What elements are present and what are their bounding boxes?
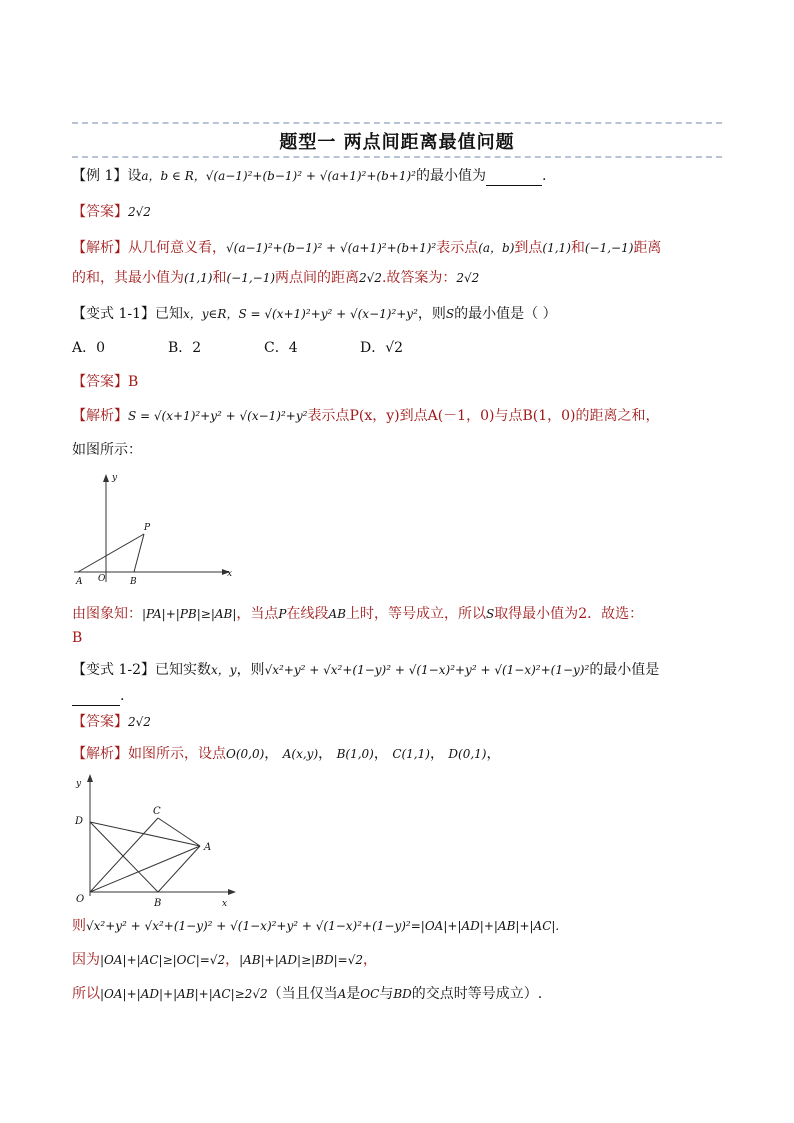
example-text: 设	[127, 168, 142, 184]
point-b: B(1,0)	[336, 747, 374, 761]
solution-expression: S = √(x+1)²+y² + √(x−1)²+y²	[128, 409, 308, 423]
variable-s: S	[485, 607, 495, 621]
solution-expression: √(a−1)²+(b−1)² + √(a+1)²+(b+1)²	[226, 241, 437, 255]
solution-1-2-line-3	[72, 950, 732, 970]
solution-text: .故答案为：	[381, 270, 457, 286]
solution-1-1-line-3	[72, 604, 732, 624]
variant-vars: x，y	[211, 663, 237, 677]
segment-ba	[158, 846, 200, 892]
answer-1-2	[72, 712, 732, 732]
label-c: C	[153, 806, 161, 817]
point-1-1: (1,1)	[542, 241, 571, 255]
label-a: A	[204, 842, 212, 853]
variant-label: 【变式 1-2】	[72, 662, 155, 678]
solution-1-line-2	[72, 268, 732, 288]
segment-pa	[78, 534, 144, 572]
solution-text: 两点间的距离	[275, 270, 360, 286]
condition-text: 的交点时等号成立）.	[411, 986, 543, 1002]
x-label: x	[227, 569, 233, 579]
y-axis-arrow	[87, 774, 93, 782]
y-axis-arrow	[103, 474, 109, 482]
condition-text: 与	[379, 986, 394, 1002]
condition-text: （当且仅当	[267, 986, 338, 1002]
x-axis-arrow	[228, 889, 236, 895]
variant-expression: √x²+y² + √x²+(1−y)² + √(1−x)²+y² + √(1−x)²+(1−y)²	[264, 663, 590, 677]
segment-ab: AB	[328, 607, 346, 621]
answer-label: 【答案】	[72, 374, 128, 390]
variant-text: 已知实数	[155, 662, 211, 678]
title-divider	[72, 156, 722, 158]
example-1	[72, 166, 732, 186]
solution-1-2-line-1: 【解析】如图所示，设点O(0,0)， A(x,y)， B(1,0)， C(1,1)， D(0,1)，	[72, 746, 501, 762]
variant-text: ，则	[417, 306, 446, 322]
solution-1-line-1	[72, 238, 732, 258]
solution-text: 所以	[72, 986, 100, 1002]
variant-text: 的最小值是（ ）	[454, 306, 557, 322]
solution-text: 则	[72, 918, 86, 934]
solution-1-2-line-2	[72, 916, 732, 936]
option-d: D．√2	[360, 340, 404, 356]
solution-text: 从几何意义看，	[128, 240, 226, 256]
solution-expression: √x²+y² + √x²+(1−y)² + √(1−x)²+y² + √(1−x)²+(1−y)²	[86, 919, 411, 933]
top-divider	[72, 122, 722, 124]
point-o: O(0,0)	[226, 747, 265, 761]
variant-label: 【变式 1-1】	[72, 306, 155, 322]
answer-blank	[72, 691, 120, 706]
point-p: P(x，y)	[349, 408, 400, 424]
point-d: D(0,1)	[448, 747, 487, 761]
point-1-1: (1,1)	[184, 271, 213, 285]
solution-text: 和	[212, 270, 227, 286]
condition-text: 是	[346, 986, 361, 1002]
solution-text: 表示点	[436, 240, 479, 256]
figure-2	[70, 772, 240, 908]
final-inequality: |OA|+|AD|+|AB|+|AC|≥2√2	[100, 987, 268, 1001]
example-end: .	[541, 168, 547, 184]
solution-text: 的距离之和，	[575, 408, 660, 424]
solution-1-1-line-4: B	[72, 630, 83, 646]
point-a: A	[337, 987, 347, 1001]
point-b: B(1，0)	[522, 408, 576, 424]
variant-vars: x，y∈R，	[183, 307, 239, 321]
solution-text: 取得最小值为	[494, 606, 579, 622]
inequality: |PA|+|PB|≥|AB|	[142, 607, 237, 621]
variant-text: ，则	[236, 662, 265, 678]
solution-label: 【解析】	[72, 408, 128, 424]
variant-1-2	[72, 660, 732, 680]
example-label: 【例 1】	[72, 168, 128, 184]
solution-text: 和	[570, 240, 585, 256]
answer-label: 【答案】	[72, 204, 128, 220]
label-p: P	[144, 523, 151, 533]
segment-oc: OC	[360, 987, 380, 1001]
point-neg1-neg1: (−1,−1)	[226, 271, 276, 285]
point-p: P	[278, 607, 287, 621]
solution-text: ，当点	[236, 606, 279, 622]
solution-text: 在线段	[286, 606, 329, 622]
solution-text: 到点	[399, 408, 428, 424]
y-label: y	[112, 473, 118, 483]
option-c: C．4	[264, 340, 298, 356]
options-row	[72, 338, 732, 358]
distance-value: 2√2	[359, 271, 382, 285]
solution-1-1-line-1	[72, 406, 732, 426]
label-d: D	[75, 816, 84, 827]
solution-text: 的和，其最小值为	[72, 270, 184, 286]
y-label: y	[76, 779, 82, 789]
distance-sum: =|OA|+|AD|+|AB|+|AC|.	[410, 919, 560, 933]
option-a: A．0	[72, 340, 106, 356]
variant-expression: S = √(x+1)²+y² + √(x−1)²+y²	[238, 307, 418, 321]
label-o: O	[98, 574, 106, 584]
solution-1-2-line-4	[72, 984, 732, 1004]
solution-text: 表示点	[307, 408, 350, 424]
solution-text: ，	[363, 952, 377, 968]
answer-1-1	[72, 372, 732, 392]
segment-da	[90, 822, 200, 846]
solution-label: 【解析】	[72, 240, 128, 256]
example-text-2: 的最小值为	[415, 168, 486, 184]
solution-text: 因为	[72, 952, 100, 968]
variant-text: 已知	[155, 306, 183, 322]
variant-end: .	[120, 688, 125, 704]
answer-value: B	[128, 374, 139, 390]
point-neg1-neg1: (−1,−1)	[584, 241, 634, 255]
point-a: A(x,y)	[282, 747, 319, 761]
answer-value: 2√2	[128, 205, 151, 219]
variant-1-1	[72, 304, 732, 324]
answer-label: 【答案】	[72, 714, 128, 730]
point-a: A(－1，0)	[427, 408, 495, 424]
figure-1	[70, 470, 240, 590]
label-o: O	[76, 894, 85, 905]
solution-text: 到点	[514, 240, 543, 256]
x-label: x	[222, 899, 228, 908]
answer-blank	[486, 171, 542, 186]
solution-text: 上时，等号成立，所以	[345, 606, 486, 622]
solution-text: ，	[225, 952, 240, 968]
answer-1	[72, 202, 732, 222]
solution-label: 【解析】	[72, 746, 128, 762]
answer-value: 2√2	[128, 715, 151, 729]
variant-1-2-blank	[72, 686, 732, 706]
solution-text: 由图象知：	[72, 606, 142, 622]
solution-text: 距离	[633, 240, 662, 256]
solution-text: 如图所示，设点	[128, 746, 226, 762]
inequality-1: |OA|+|AC|≥|OC|=√2	[100, 953, 226, 967]
solution-1-1-line-2: 如图所示：	[72, 442, 142, 458]
inequality-2: |AB|+|AD|≥|BD|=√2	[239, 953, 363, 967]
label-b: B	[154, 898, 162, 908]
variant-text: 的最小值是	[589, 662, 660, 678]
option-b: B．2	[168, 340, 202, 356]
segment-oa	[90, 846, 200, 892]
variable-s: S	[445, 307, 455, 321]
example-expression: √(a−1)²+(b−1)² + √(a+1)²+(b+1)²	[205, 169, 416, 183]
point-c: C(1,1)	[392, 747, 430, 761]
label-a: A	[76, 577, 83, 587]
label-b: B	[130, 577, 137, 587]
segment-pb	[134, 534, 144, 572]
example-vars: a，b ∈ R，	[141, 169, 206, 183]
final-answer: 2√2	[456, 271, 480, 285]
point-ab: (a，b)	[478, 241, 515, 255]
solution-text: ．故选：	[587, 606, 644, 622]
min-value: 2	[578, 606, 588, 622]
page-title: 题型一 两点间距离最值问题	[279, 132, 515, 153]
segment-bd: BD	[393, 987, 412, 1001]
solution-text: 与点	[494, 408, 523, 424]
